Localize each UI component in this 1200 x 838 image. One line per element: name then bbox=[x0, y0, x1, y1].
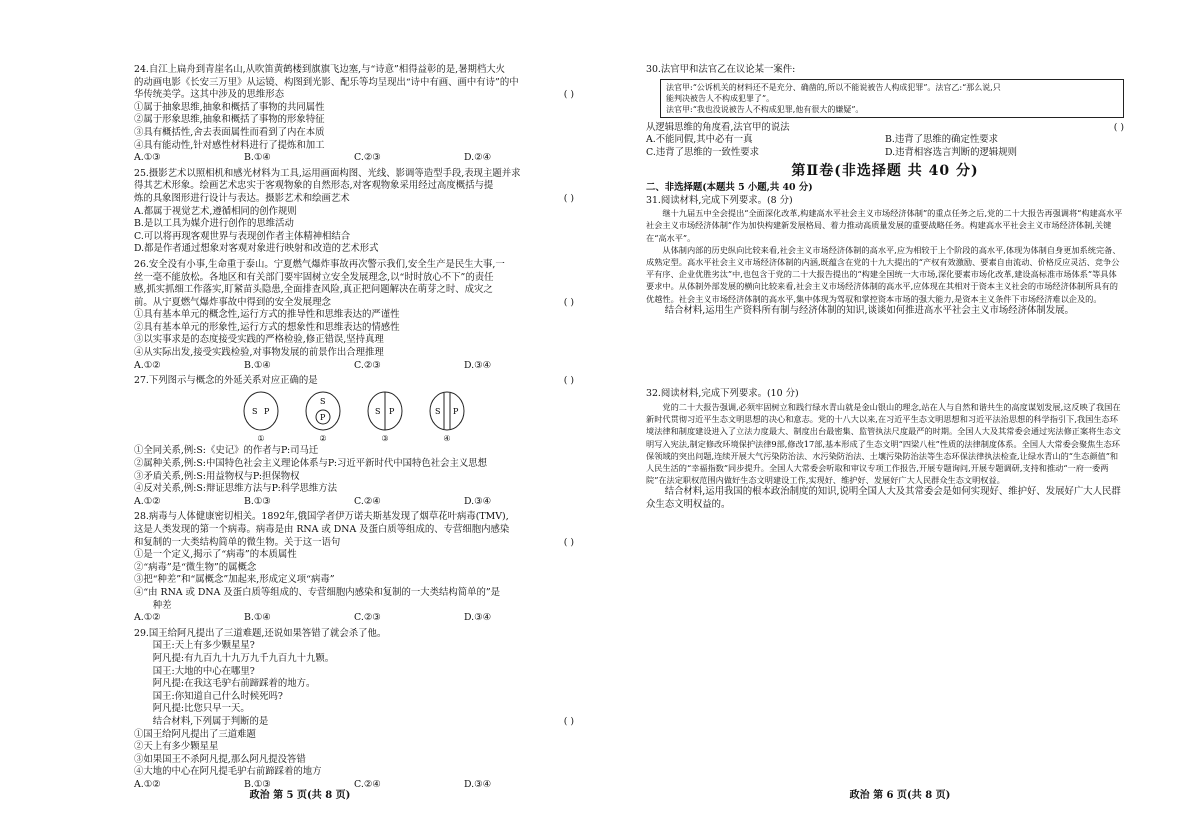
q28-option: ①是一个定义,揭示了“病毒”的本质属性 bbox=[134, 549, 297, 561]
q24-choices bbox=[134, 152, 574, 165]
choice-c: C.②④ bbox=[354, 495, 381, 507]
q32-para: 党的二十大报告强调,必须牢固树立和践行绿水青山就是金山银山的理念,站在人与自然和谐共生的高度谋划发展,这反映了我国在新时代贯彻习近平生态文明思想的决心和意志。党的十八大以来,在习近平生态文明思想和习近平法治思想的科学指引下,我国生态环境法律和制度建设进入了立法力度最大、制度出台最密集、监管执法尺度最严的时期。全国人大及其常委会通过宪法修正案将生态文明写入宪法,制定修改环境保护法律9部,修改17部,基本形成了生态文明“四梁八柱”性质的法律制度体系。全国人大常委会聚焦生态环保领域的突出问题,连续开展大气污染防治法、水污染防治法、土壤污染防治法等生态环保法律执法检查,让绿水青山的“生态颜值”和人民生活的“幸福指数”同步提升。全国人大常委会听取和审议专项工作报告,开展专题询问,开展专题调研,支持和推动“一府一委两院”在法定职权范围内做好生态文明建设工作,实现好、维护好、发展好广大人民群众生态文明权益。 bbox=[646, 401, 1121, 486]
fig3-s-label: S bbox=[375, 406, 381, 416]
q27-option: ④反对关系,例:S:辩证思维方法与P:科学思维方法 bbox=[134, 483, 337, 495]
case-line: 法官甲:“我也没说被告人不构成犯罪,他有很大的嫌疑”。 bbox=[666, 104, 864, 114]
fig2-s-label: S bbox=[320, 396, 326, 406]
fig1-p-label: P bbox=[264, 406, 270, 416]
q28-option-cont: 种差 bbox=[152, 599, 172, 611]
page-footer-left: 政治 第 5 页(共 8 页) bbox=[249, 790, 351, 801]
choice-c: C.②③ bbox=[354, 612, 381, 624]
choice-b: B.①③ bbox=[244, 778, 271, 790]
choice-b: B.①④ bbox=[244, 152, 271, 164]
q27-option: ③矛盾关系,例:S:用益物权与P:担保物权 bbox=[134, 470, 300, 482]
choice-d: D.③④ bbox=[464, 495, 491, 507]
q31-answer-space[interactable] bbox=[646, 317, 1124, 385]
q32-task: 结合材料,运用我国的根本政治制度的知识,说明全国人大及其常委会是如何实现好、维护好、发展好广大人民群众生态文明权益的。 bbox=[646, 486, 1121, 510]
figure-labels bbox=[134, 433, 574, 446]
q29-option: ②天上有多少颗星星 bbox=[134, 741, 219, 753]
choice-d: D.③④ bbox=[464, 359, 491, 371]
choice-d: D.②④ bbox=[464, 152, 491, 164]
question-27 bbox=[134, 375, 574, 508]
figure-label: ④ bbox=[443, 433, 451, 443]
choice-b: B.违背了思维的确定性要求 bbox=[885, 134, 998, 146]
q29-line-1: 29.国王给阿凡提出了三道难题,还说如果答错了就会杀了他。 bbox=[134, 627, 387, 639]
fig1-s-label: S bbox=[252, 406, 258, 416]
answer-paren: ( ) bbox=[563, 192, 574, 204]
choice-a: A.①③ bbox=[134, 152, 161, 164]
question-28 bbox=[134, 511, 574, 624]
q29-dialog-line: 国王:天上有多少颗星星? bbox=[152, 640, 255, 652]
q26-option: ④从实际出发,接受实践检验,对事物发展的前景作出合理推理 bbox=[134, 347, 384, 359]
choice-d: D.③④ bbox=[464, 778, 491, 790]
section-title: 第Ⅱ卷(非选择题 共 40 分) bbox=[791, 163, 979, 180]
q29-option: ①国王给阿凡提出了三道难题 bbox=[134, 728, 256, 740]
q26-line-3: 感,抓实抓细工作落实,盯紧苗头隐患,全面排查风险,真正把问题解决在萌芽之时、成灾之 bbox=[134, 284, 493, 296]
q26-line-4: 前。从宁夏燃气爆炸事故中得到的安全发展理念 bbox=[134, 296, 331, 308]
choice-a: A.①② bbox=[134, 778, 161, 790]
answer-paren: ( ) bbox=[563, 296, 574, 308]
q27-line-1: 27.下列图示与概念的外延关系对应正确的是 bbox=[134, 375, 318, 387]
question-26 bbox=[134, 259, 574, 372]
q25-line-3: 炼的具象图形进行设计与表达。摄影艺术和绘画艺术 bbox=[134, 192, 350, 204]
fig4-p-label: P bbox=[453, 406, 459, 416]
q25-option: C.可以将再现客观世界与表现创作者主体精神相结合 bbox=[134, 230, 351, 242]
choice-d: D.③④ bbox=[464, 612, 491, 624]
case-line: 法官甲:“公诉机关的材料还不是充分、确凿的,所以不能说被告人构成犯罪”。法官乙:“那么说,只 bbox=[666, 82, 1001, 92]
q26-line-1: 26.安全没有小事,生命重于泰山。宁夏燃气爆炸事故再次警示我们,安全生产是民生大事,一 bbox=[134, 258, 505, 270]
q28-option: ④“由 RNA 或 DNA 及蛋白质等组成的、专营细胞内感染和复制的一大类结构简单的”是 bbox=[134, 586, 501, 598]
choice-c: C.②③ bbox=[354, 359, 381, 371]
figure-4-contrary bbox=[427, 391, 467, 431]
choice-c: C.②④ bbox=[354, 778, 381, 790]
choice-b: B.①④ bbox=[244, 612, 271, 624]
q24-option: ③具有概括性,舍去表面属性而看到了内在本质 bbox=[134, 126, 325, 138]
q30-title: 30.法官甲和法官乙在议论某一案件: bbox=[646, 64, 796, 75]
choice-c: C.违背了思维的一致性要求 bbox=[646, 146, 759, 158]
choice-a: A.①② bbox=[134, 495, 161, 507]
q26-option: ①具有基本单元的概念性,运行方式的推导性和思维表达的严谨性 bbox=[134, 309, 400, 321]
page-right bbox=[600, 0, 1200, 838]
answer-paren: ( ) bbox=[563, 715, 574, 727]
q29-dialog-line: 阿凡提:有九百九十九万九千九百九十九颗。 bbox=[152, 652, 335, 664]
q28-line-3: 和复制的一大类结构简单的微生物。关于这一语句 bbox=[134, 536, 341, 548]
q25-line-1: 25.摄影艺术以照相机和感光材料为工具,运用画面构图、光线、影调等造型手段,表现主题并求 bbox=[134, 167, 521, 179]
question-25 bbox=[134, 168, 574, 256]
q25-option: B.是以工具为媒介进行创作的思维活动 bbox=[134, 218, 294, 230]
fig3-p-label: P bbox=[389, 406, 395, 416]
q25-option: D.都是作者通过想象对客观对象进行映射和改造的艺术形式 bbox=[134, 243, 379, 255]
choice-b: B.①③ bbox=[244, 495, 271, 507]
figure-1-identity bbox=[241, 391, 281, 431]
page-footer-right: 政治 第 6 页(共 8 页) bbox=[849, 790, 951, 801]
question-32 bbox=[646, 388, 1124, 511]
q29-option: ③如果国王不杀阿凡提,那么阿凡提没答错 bbox=[134, 753, 306, 765]
q29-dialog-line: 国王:大地的中心在哪里? bbox=[152, 665, 255, 677]
q29-dialog-line: 国王:你知道自己什么时候死吗? bbox=[152, 690, 283, 702]
q26-option: ②具有基本单元的形象性,运行方式的想象性和思维表达的情感性 bbox=[134, 321, 400, 333]
q30-choices-row1 bbox=[646, 134, 1124, 147]
case-dialog-box bbox=[660, 79, 1124, 118]
answer-paren: ( ) bbox=[563, 536, 574, 548]
q27-option: ②属种关系,例:S:中国特色社会主义理论体系与P:习近平新时代中国特色社会主义思想 bbox=[134, 458, 487, 470]
answer-paren: ( ) bbox=[563, 375, 574, 387]
figure-label: ② bbox=[319, 433, 327, 443]
q31-title: 31.阅读材料,完成下列要求。(8 分) bbox=[646, 194, 793, 206]
question-29 bbox=[134, 628, 574, 792]
q24-line-1: 24.自江上扁舟到青崖名山,从吹笛黄鹤楼到旗旗飞边塞,与“诗意”相得益彰的是,暑期档大火 bbox=[134, 64, 505, 75]
choice-a: A.不能同假,其中必有一真 bbox=[646, 134, 753, 146]
q30-choices-row2 bbox=[646, 147, 1124, 160]
answer-paren: ( ) bbox=[563, 89, 574, 101]
q31-task: 结合材料,运用生产资料所有制与经济体制的知识,谈谈如何推进高水平社会主义市场经济体制发展。 bbox=[664, 304, 1074, 316]
q29-dialog-line: 阿凡提:比您只早一天。 bbox=[152, 703, 250, 715]
q28-line-2: 这是人类发现的第一个病毒。病毒是由 RNA 或 DNA 及蛋白质等组成的、专营细胞内感染 bbox=[134, 524, 510, 535]
question-31 bbox=[646, 195, 1124, 386]
q25-line-2: 得其艺术形象。绘画艺术忠实于客观物象的自然形态,对客观物象采用经过高度概括与提 bbox=[134, 180, 494, 192]
fig4-s-label: S bbox=[435, 406, 441, 416]
section-subtitle: 二、非选择题(本题共 5 小题,共 40 分) bbox=[646, 181, 813, 193]
concept-figures bbox=[134, 391, 574, 431]
q28-line-1: 28.病毒与人体健康密切相关。1892年,俄国学者伊万诺夫斯基发现了烟草花叶病毒(TMV), bbox=[134, 511, 509, 523]
q29-stem: 结合材料,下列属于判断的是 bbox=[152, 715, 269, 727]
case-line: 能判决被告人不构成犯罪了”。 bbox=[666, 93, 775, 103]
q30-stem: 从逻辑思维的角度看,法官甲的说法 bbox=[646, 121, 790, 133]
question-24 bbox=[134, 64, 574, 165]
q29-option: ④大地的中心在阿凡提毛驴右前蹄踩着的地方 bbox=[134, 766, 322, 778]
q26-option: ③以实事求是的态度接受实践的严格检验,修正错误,坚持真理 bbox=[134, 334, 384, 346]
q28-option: ②“病毒”是“微生物”的属概念 bbox=[134, 561, 257, 573]
q31-para: 从体制内部的历史纵向比较来看,社会主义市场经济体制的高水平,应为相较于上个阶段的高水平,体现为体制自身更加系统完备、成熟定型。高水平社会主义市场经济体制的内涵,既蕴含在党的十九大提出的“产权有效激励、要素自由流动、价格反应灵活、竞争公平有序、企业优胜劣汰”中,也包含于党的二十大报告提出的“构建全国统一大市场,深化要素市场化改革,建设高标准市场体系”等具体要求中。从体制外部发展的横向比较来看,社会主义市场经济体制的高水平,应体现在其相对于资本主义社会的市场经济体制所具有的优越性。社会主义市场经济体制的高水平,集中体现为驾驭和掌控资本市场的强大能力,是资本主义条件下市场经济难以企及的。 bbox=[646, 244, 1121, 304]
answer-paren: ( ) bbox=[1113, 121, 1124, 133]
q26-choices bbox=[134, 360, 574, 373]
figure-label: ① bbox=[257, 433, 265, 443]
choice-d: D.违背相容选言判断的逻辑规则 bbox=[885, 146, 1018, 158]
q25-option: A.都属于视觉艺术,遵循相同的创作规则 bbox=[134, 205, 297, 217]
figure-label: ③ bbox=[381, 433, 389, 443]
choice-c: C.②③ bbox=[354, 152, 381, 164]
figure-2-genus-species bbox=[303, 391, 343, 431]
q27-choices bbox=[134, 496, 574, 509]
choice-a: A.①② bbox=[134, 359, 161, 371]
right-column bbox=[646, 64, 1124, 515]
q32-title: 32.阅读材料,完成下列要求。(10 分) bbox=[646, 388, 799, 400]
q24-option: ①属于抽象思维,抽象和概括了事物的共同属性 bbox=[134, 101, 325, 113]
q27-option: ①全同关系,例:S:《史记》的作者与P:司马迁 bbox=[134, 445, 319, 457]
q24-option: ④具有能动性,针对感性材料进行了提炼和加工 bbox=[134, 139, 325, 151]
q24-line-2: 的动画电影《长安三万里》从运镜、构图到光影、配乐等均呈现出“诗中有画、画中有诗”的中 bbox=[134, 76, 519, 88]
figure-3-contradictory bbox=[365, 391, 405, 431]
q28-choices bbox=[134, 612, 574, 625]
q24-line-3: 华传统美学。这其中涉及的思维形态 bbox=[134, 89, 285, 101]
fig2-p-label: P bbox=[320, 412, 326, 422]
q28-option: ③把“种差”和“属概念”加起来,形成定义项“病毒” bbox=[134, 574, 335, 586]
q29-dialog-line: 阿凡提:在我这毛驴右前蹄踩着的地方。 bbox=[152, 678, 316, 690]
q31-para: 继十九届五中全会提出“全面深化改革,构建高水平社会主义市场经济体制”的重点任务之后,党的二十大报告再强调将“构建高水平社会主义市场经济体制”作为加快构建新发展格局、着力推动高质量发展的重要战略任务。构建高水平社会主义市场经济体制,关键在“高水平”。 bbox=[646, 208, 1123, 243]
q26-line-2: 丝一毫不能放松。各地区和有关部门要牢固树立安全发展理念,以“时时放心不下”的责任 bbox=[134, 271, 494, 283]
left-column bbox=[134, 64, 574, 794]
choice-b: B.①④ bbox=[244, 359, 271, 371]
question-30 bbox=[646, 64, 1124, 159]
q24-option: ②属于形象思维,抽象和概括了事物的形象特征 bbox=[134, 114, 325, 126]
choice-a: A.①② bbox=[134, 612, 161, 624]
